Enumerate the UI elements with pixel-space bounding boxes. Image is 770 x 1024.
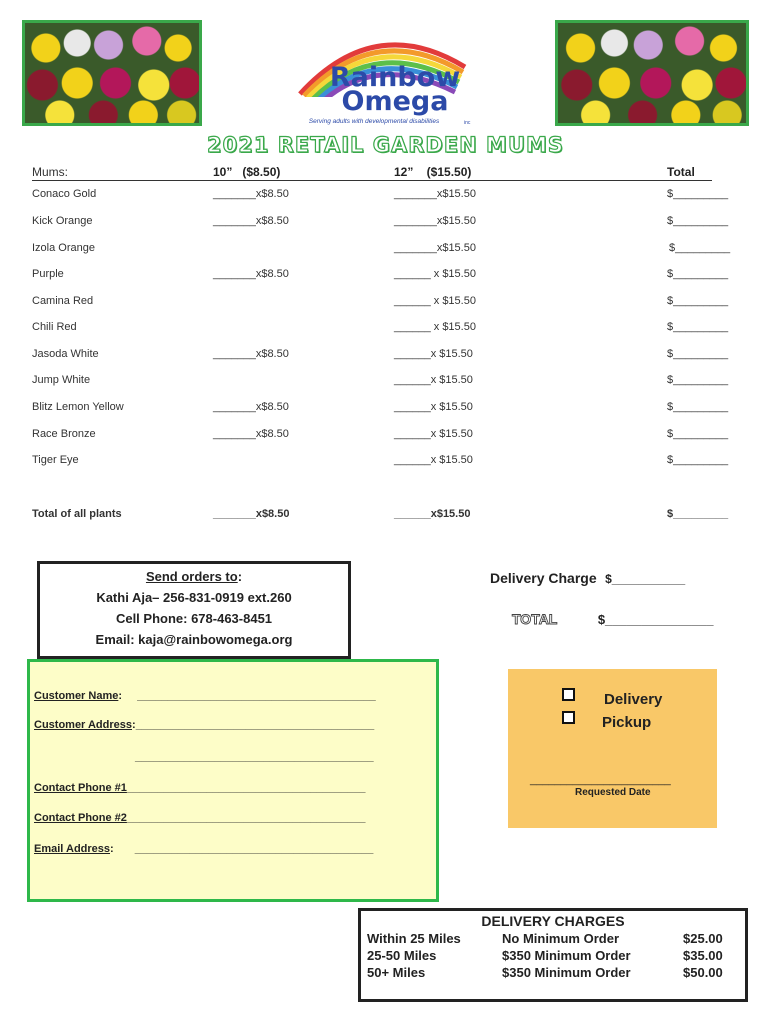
customer-name-label: Customer Name (34, 690, 119, 702)
requested-date-label: Requested Date (575, 787, 651, 798)
row-name: Jump White (32, 374, 91, 386)
delivery-charge-label: Delivery Charge (490, 570, 597, 586)
row-total[interactable]: $_________ (667, 188, 729, 200)
row-name: Chili Red (32, 321, 77, 333)
row-total[interactable]: $_________ (667, 321, 729, 333)
charge-price: $35.00 (683, 948, 723, 963)
charge-distance: 25-50 Miles (367, 948, 437, 963)
row-qty-12in[interactable]: ______ x $15.50 (394, 321, 476, 333)
requested-date-field[interactable]: _______________________ (530, 774, 671, 786)
pickup-option-label: Pickup (602, 714, 652, 731)
send-orders-box (37, 561, 351, 659)
rainbow-omega-logo (280, 22, 480, 132)
header-total: Total (667, 165, 695, 179)
row-total[interactable]: $_________ (667, 215, 729, 227)
row-total[interactable]: $_________ (667, 374, 729, 386)
grand-total-line (512, 611, 714, 629)
row-total[interactable]: $_________ (667, 454, 729, 466)
customer-address-label: Customer Address (34, 719, 133, 731)
contact-phone2-row (34, 812, 366, 824)
row-qty-12in[interactable]: _______x$15.50 (394, 188, 476, 200)
row-name: Camina Red (32, 295, 94, 307)
total-row-10in[interactable]: _______x$8.50 (213, 508, 290, 520)
row-name: Race Bronze (32, 428, 96, 440)
row-qty-12in[interactable]: ______x $15.50 (394, 348, 473, 360)
email-address-colon: : (110, 843, 114, 855)
row-qty-10in[interactable]: _______x$8.50 (213, 348, 289, 360)
row-total[interactable]: $_________ (667, 428, 729, 440)
header-10in: 10” ($8.50) (213, 165, 281, 179)
charge-minimum: $350 Minimum Order (502, 965, 631, 980)
row-qty-12in[interactable]: ______ x $15.50 (394, 268, 476, 280)
contact-phone1-label: Contact Phone #1 (34, 782, 127, 794)
send-email[interactable]: Email: kaja@rainbowomega.org (95, 632, 293, 647)
row-total[interactable]: $_________ (669, 242, 731, 254)
total-row-total[interactable]: $_________ (667, 508, 729, 520)
delivery-charge-field[interactable]: $___________ (605, 572, 686, 586)
row-name: Tiger Eye (32, 454, 79, 466)
email-address-field[interactable]: _______________________________________ (134, 843, 374, 855)
header-12in: 12” ($15.50) (394, 165, 472, 179)
charge-minimum: $350 Minimum Order (502, 948, 631, 963)
charge-price: $25.00 (683, 931, 723, 946)
logo-line1: Rainbow (329, 62, 461, 93)
row-name: Purple (32, 268, 64, 280)
customer-name-colon: : (118, 690, 123, 702)
contact-phone1-row (34, 782, 366, 794)
customer-address2-field[interactable]: _______________________________________ (135, 751, 374, 763)
table-header (32, 163, 712, 183)
row-qty-12in[interactable]: ______x $15.50 (394, 374, 473, 386)
customer-address-field[interactable]: _______________________________________ (135, 719, 375, 731)
row-qty-12in[interactable]: ______x $15.50 (394, 401, 473, 413)
delivery-charges-box (358, 908, 748, 1002)
customer-name-field[interactable]: _______________________________________ (137, 690, 376, 702)
send-heading: Send orders to (145, 569, 238, 584)
customer-address-colon: : (132, 719, 136, 731)
logo-inc: inc (464, 120, 471, 126)
row-qty-10in[interactable]: _______x$8.50 (213, 215, 289, 227)
row-qty-12in[interactable]: _______x$15.50 (394, 215, 476, 227)
row-qty-10in[interactable]: _______x$8.50 (213, 428, 289, 440)
row-total[interactable]: $_________ (667, 268, 729, 280)
total-row-name: Total of all plants (32, 508, 122, 520)
delivery-option-label: Delivery (604, 691, 663, 708)
customer-address2-row (135, 751, 374, 763)
row-name: Kick Orange (32, 215, 93, 227)
charge-distance: 50+ Miles (367, 965, 426, 980)
contact-phone2-label: Contact Phone #2 (34, 812, 127, 824)
send-heading-line (40, 569, 348, 584)
header-mums: Mums: (32, 165, 68, 179)
delivery-checkbox[interactable] (562, 688, 575, 701)
logo-line2: Omega (341, 86, 449, 117)
delivery-charge-line (490, 570, 685, 588)
mums-photo-right (555, 20, 749, 126)
delivery-charges-title: DELIVERY CHARGES (481, 913, 625, 929)
row-qty-10in[interactable]: _______x$8.50 (213, 188, 289, 200)
row-qty-10in[interactable]: _______x$8.50 (213, 268, 289, 280)
header-underline (32, 180, 712, 181)
row-qty-12in[interactable]: ______ x $15.50 (394, 295, 476, 307)
customer-address-row (34, 719, 374, 731)
row-qty-12in[interactable]: ______x $15.50 (394, 454, 473, 466)
customer-name-row (34, 690, 376, 702)
charge-distance: Within 25 Miles (367, 931, 461, 946)
mums-photo-left (22, 20, 202, 126)
row-name: Blitz Lemon Yellow (32, 401, 124, 413)
row-name: Conaco Gold (32, 188, 97, 200)
grand-total-label: TOTAL (512, 611, 558, 627)
row-total[interactable]: $_________ (667, 295, 729, 307)
total-row-12in[interactable]: ______x$15.50 (394, 508, 471, 520)
send-cell-phone: Cell Phone: 678-463-8451 (115, 611, 273, 626)
row-qty-12in[interactable]: _______x$15.50 (394, 242, 476, 254)
delivery-pickup-box (508, 669, 717, 828)
row-name: Izola Orange (32, 242, 95, 254)
contact-phone1-field[interactable]: _______________________________________ (126, 782, 366, 794)
grand-total-field[interactable]: $_______________ (597, 612, 714, 627)
charge-minimum: No Minimum Order (502, 931, 620, 946)
email-address-row (34, 843, 373, 855)
row-total[interactable]: $_________ (667, 348, 729, 360)
email-address-label: Email Address (34, 843, 111, 855)
contact-phone2-field[interactable]: _______________________________________ (126, 812, 366, 824)
pickup-checkbox[interactable] (562, 711, 575, 724)
logo-tagline: Serving adults with developmental disabilities (308, 118, 440, 125)
row-qty-12in[interactable]: ______x $15.50 (394, 428, 473, 440)
page-title: 2021 RETAIL GARDEN MUMS (207, 133, 565, 157)
row-name: Jasoda White (32, 348, 99, 360)
send-heading-colon: : (237, 569, 243, 584)
customer-info-box (27, 659, 439, 902)
row-qty-10in[interactable]: _______x$8.50 (213, 401, 289, 413)
row-total[interactable]: $_________ (667, 401, 729, 413)
charge-price: $50.00 (683, 965, 723, 980)
send-contact-name: Kathi Aja– 256-831-0919 ext.260 (96, 590, 292, 605)
